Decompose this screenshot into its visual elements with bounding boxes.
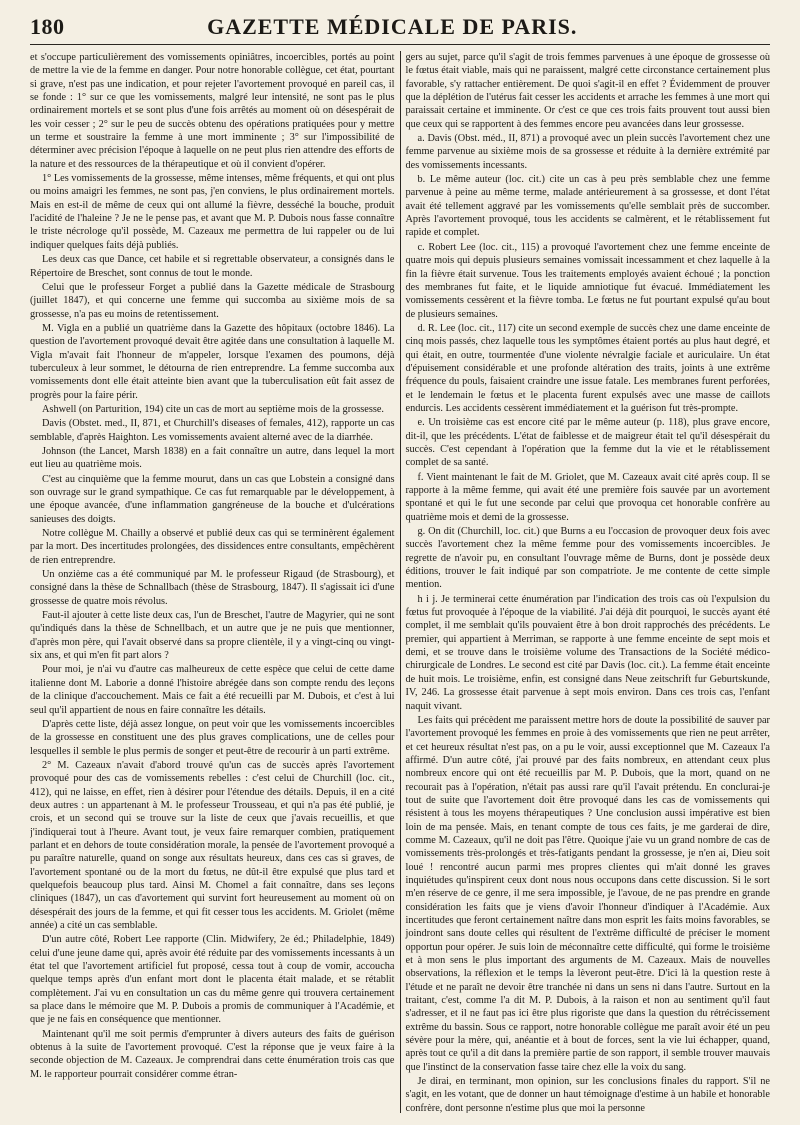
paragraph: e. Un troisième cas est encore cité par le même auteur (p. 118), plus grave encore, dit-il, que les précédents. L'état de faiblesse et de maigreur était tel qu'il désespérait du succès. C'est cependant à l'opération que la femme dut la vie et le rétablissement complet de sa santé. [405, 417, 770, 469]
page-number: 180 [30, 14, 65, 39]
paragraph: C'est au cinquième que la femme mourut, dans un cas que Lobstein a consigné dans son ouvrage sur le grand sympathique. Ce cas fut remarquable par le développement, à une époque avancée, d'une inflammation gangréneuse de la bouche et d'ulcérations sanieuses des doigts. [30, 473, 395, 525]
right-column [401, 51, 771, 1113]
paragraph: D'un autre côté, Robert Lee rapporte (Clin. Midwifery, 2e éd.; Philadelphie, 1849) celui d'une jeune dame qui, après avoir été réduite par des vomissements incessants à un état tel que l'avortement artificiel fut proposé, cessa tout à coup de vomir, accoucha quelque temps après d'un enfant mort dont le placenta était malade, et se rétablit complètement. J'ai vu en consultation un cas du même genre qui trouvera certainement sa place dans le mémoire que M. P. Dubois a promis de communiquer à l'Académie, et que je ne fais en conséquence que mentionner. [30, 934, 395, 1026]
paragraph: M. Vigla en a publié un quatrième dans la Gazette des hôpitaux (octobre 1846). La question de l'avortement provoqué devait être agitée dans une consultation à laquelle M. Vigla m'avait fait l'honneur de m'appeler, lorsque l'examen des poumons, déjà tuberculeux à leur sommet, le détourna de rien entreprendre. La femme succomba aux vomissements dont elle était atteinte bien avant que la tuberculisation eût fait assez de progrès pour la faire périr. [30, 322, 395, 401]
text-columns [30, 51, 770, 1113]
paragraph: c. Robert Lee (loc. cit., 115) a provoqué l'avortement chez une femme enceinte de quatre mois qui depuis plusieurs semaines vomissait incessamment et chez laquelle à la fin la fièvre était survenue. Tous les traitements employés avaient échoué ; la ponction des membranes fut faite, et le liquide amniotique fut évacué. Immédiatement les vomissements cessèrent et la fièvre tomba. Le fœtus ne fut pourtant expulsé qu'au bout de plusieurs semaines. [405, 241, 770, 320]
paragraph: Pour moi, je n'ai vu d'autre cas malheureux de cette espèce que celui de cette dame italienne dont M. Laborie a donné l'histoire abrégée dans son compte rendu des leçons de la clinique d'accouchement. Mais ce fait a été recueilli par M. Dubois, et c'est à lui seul qu'il appartient de nous en faire connaître les détails. [30, 664, 395, 716]
paragraph: Notre collègue M. Chailly a observé et publié deux cas qui se terminèrent également par la mort. Des incertitudes prolongées, des dissidences entre consultants, empêchèrent de rien entreprendre. [30, 528, 395, 566]
paragraph: Un onzième cas a été communiqué par M. le professeur Rigaud (de Strasbourg), et consigné dans la thèse de Schnallbach (thèse de Strasbourg, 1847). Il s'agissait ici d'une grossesse de quatre mois révolus. [30, 569, 395, 607]
left-column [30, 51, 400, 1113]
journal-title: GAZETTE MÉDICALE DE PARIS. [207, 14, 578, 39]
paragraph: D'après cette liste, déjà assez longue, on peut voir que les vomissements incoercibles de la grossesse en constituent une des plus graves complications, une de celles pour lesquelles il semble le plus permis de songer et peut-être de recourir à un parti extrême. [30, 718, 395, 757]
paragraph: gers au sujet, parce qu'il s'agit de trois femmes parvenues à une époque de grossesse où le fœtus était viable, mais qui ne paraissent, malgré cette circonstance certainement plus favorable, s'y rattacher entièrement. De quoi s'agit-il en effet ? Évidemment de prouver que la déplétion de l'utérus fait cesser les accidents et arrache les femmes à une mort qui paraissait certaine et imminente. Or c'est ce que ces trois faits prouvent tout aussi bien que ceux qui se rapportent à des femmes encore peu avancées dans leur grossesse. [405, 52, 770, 130]
paragraph: g. On dit (Churchill, loc. cit.) que Burns a eu l'occasion de provoquer deux fois avec succès l'avortement chez la même femme pour des vomissements incoercibles. Je regrette de n'avoir pu, en consultant l'ouvrage même de Burns, dont je possède deux éditions, trouver le fait indiqué par son compatriote. Je me contente de cette simple mention. [405, 526, 770, 591]
paragraph: Les deux cas que Dance, cet habile et si regrettable observateur, a consignés dans le Répertoire de Breschet, sont connus de tout le monde. [30, 254, 395, 279]
paragraph: Je dirai, en terminant, mon opinion, sur les conclusions finales du rapport. S'il ne s'agit, en les votant, que de donner un haut témoignage d'estime à un habile et honorable confrère, dont personne n'estime plus que moi la personne [405, 1076, 770, 1113]
paragraph: Faut-il ajouter à cette liste deux cas, l'un de Breschet, l'autre de Magyrier, qui ne sont qu'indiqués dans la thèse de Schnellbach, et un autre que je ne puis que mentionner, d'après mon père, qui l'avait observé dans sa propre clientèle, il y a vingt-cinq ou vingt-six ans, et qui m'en fit part alors ? [30, 610, 395, 662]
paragraph: d. R. Lee (loc. cit., 117) cite un second exemple de succès chez une dame enceinte de cinq mois passés, chez laquelle tous les symptômes étaient portés au plus haut degré, et qui était, en outre, tourmentée d'une violente névralgie faciale et auriculaire. Un état d'épuisement considérable et une profonde altération des traits, joints à une extrême fréquence du pouls, faisaient craindre une issue fatale. Les membranes furent perforées, et le lendemain le fœtus et le placenta furent expulsés avec une masse de caillots endurcis. Les accidents cessèrent immédiatement et la guérison fut très-prompte. [405, 322, 770, 414]
paragraph: Maintenant qu'il me soit permis d'emprunter à divers auteurs des faits de guérison obtenus à la suite de l'avortement provoqué. C'est la réponse que je veux faire à la seconde objection de M. Cazeaux. Je comprendrai dans cette énumération trois cas que M. le rapporteur pourrait considérer comme étran- [30, 1028, 395, 1080]
paragraph: h i j. Je terminerai cette énumération par l'indication des trois cas où l'expulsion du fœtus fut provoquée à l'époque de la viabilité. J'ai déjà dit pourquoi, le succès ayant été complet, il me semblait qu'ils pouvaient être à bon droit rapprochés des précédents. Le premier, qui appartient à Merriman, se rapporte à une femme enceinte de sept mois et demi, et se trouve dans le troisième volume des Transactions de la Société médico-chirurgicale de Londres. Le second est cité par Davis (loc. cit.). La femme était enceinte de huit mois. Le troisième, enfin, est consigné dans Neue zeitschrift fur Geburtskunde, IV, 246. La grossesse était parvenue à sept mois environ. Dans ces trois cas, l'enfant naquit vivant. [405, 593, 770, 712]
paragraph: Johnson (the Lancet, Marsh 1838) en a fait connaître un autre, dans lequel la mort eut lieu au quatrième mois. [30, 445, 395, 471]
paragraph: b. Le même auteur (loc. cit.) cite un cas à peu près semblable chez une femme parvenue à peine au même terme, malade antérieurement à sa grossesse, et dont l'état avait été tellement aggravé par les vomissements qu'elle semblait près de succomber. Après l'avortement provoqué, tous les accidents se calmèrent, et le rétablissement fut rapide et complet. [405, 174, 770, 239]
page-header [30, 14, 770, 45]
paragraph: et s'occupe particulièrement des vomissements opiniâtres, incoercibles, portés au point de mettre la vie de la femme en danger. Pour notre honorable collègue, cet état, pourtant si grave, n'est pas une indication, et pour rejeter l'avortement provoqué en pareil cas, il se fonde : 1° sur ce que les vomissements, malgré leur intensité, ne sont pas le plus ordinairement mortels et se sont plus d'une fois arrêtés au moment où on désespérait de les voir cesser ; 2° sur le peu de succès obtenu des opérations pratiquées pour y mettre un terme et soustraire la femme à une mort imminente ; 3° sur l'impossibilité de déterminer avec précision l'époque à laquelle on ne peut plus rien attendre des efforts de la nature et des ressources de la thérapeutique et où il convient d'opérer. [30, 52, 395, 170]
paragraph: Celui que le professeur Forget a publié dans la Gazette médicale de Strasbourg (juillet 1847), et qui concerne une femme qui succomba au sixième mois de sa grossesse, n'a pas eu moins de retentissement. [30, 281, 395, 320]
paragraph: 1° Les vomissements de la grossesse, même intenses, même fréquents, et qui ont plus ou moins amaigri les femmes, ne sont pas, j'en conviens, le plus ordinairement mortels. Mais en est-il de même de ceux qui ont allumé la fièvre, desséché la bouche, produit l'acidité de l'haleine ? Je ne le pense pas, et avant que M. P. Dubois nous fasse connaître le triste nécrologe qu'il possède, M. Cazeaux me permettra de lui rappeler ou de lui indiquer quelques faits déjà publiés. [30, 173, 395, 251]
paragraph: f. Vient maintenant le fait de M. Griolet, que M. Cazeaux avait cité après coup. Il se rapporte à la même femme, qui avait été une première fois sauvée par un avortement spontané et qui le fut une seconde par celui que provoqua cet honorable confrère au quatrième mois et demi de la grossesse. [405, 471, 770, 523]
paragraph: Ashwell (on Parturition, 194) cite un cas de mort au septième mois de la grossesse. [42, 403, 385, 415]
paragraph: Davis (Obstet. med., II, 871, et Churchill's diseases of females, 412), rapporte un cas semblable, d'après Haighton. Les vomissements avaient alterné avec de la diarrhée. [30, 418, 395, 443]
paragraph: Les faits qui précèdent me paraissent mettre hors de doute la possibilité de sauver par l'avortement provoqué les femmes en proie à des vomissements que rien ne peut arrêter, et cet heureux résultat n'est pas, on a pu le voir, aussi exceptionnel que M. Cazeaux l'a affirmé. D'un autre côté, j'ai prouvé par des faits nombreux, en attendant ceux plus nombreux encore qui ont été recueillis par M. P. Dubois, que la mort, quand on ne recourait pas à l'opération, n'était pas aussi rare qu'il l'avait prétendu. En conclurai-je tout de suite que l'avortement doit être provoqué dans les cas de vomissements qui résistent à tous les moyens thérapeutiques ? Une conclusion aussi impérative est bien loin de ma pensée. Mais, en tenant compte de tous ces faits, je me garderai de dire, comme M. Cazeaux, qu'il ne doit pas l'être. Quoique j'aie vu un grand nombre de cas de vomissements très-prolongés et très-fatigants pendant la grossesse, je n'en ai, Dieu soit loué ! rencontré aucun parmi mes propres clientes qui m'ait donné les graves inquiétudes qu'inspirent ceux dont nous nous occupons dans cette discussion. Si le sort m'en réserve de ce genre, il me sera impossible, je l'avoue, de ne pas prendre en grande considération les faits que je viens d'avoir l'honneur d'indiquer à l'Académie. Aux incertitudes que feront certainement naître dans mon esprit les faits moins favorables, se joindront sans doute celles qui résultent de l'extrême difficulté de préciser le moment opportun pour opérer. Je suis loin de méconnaître cette difficulté, qui forme le troisième et à mon sens le plus important des arguments de M. Cazeaux. Mais de nouvelles observations, la réflexion et le temps la lèveront peut-être. D'ici là la question reste à l'étude et ne paraît ne devoir être tranchée ni dans un sens ni dans l'autre. Surtout en la traitant, c'est, comme l'a dit M. P. Dubois, à la raison et non au sentiment qu'il faut s'adresser, et il ne faut pas ici être plus rigoriste que dans la question du rétrécissement extrême du bassin. Sous ce rapport, notre honorable collègue me paraît avoir été un peu sévère pour la mère, qui, anéantie et à bout de forces, sent la vie lui échapper, quand, après tout ce qu'il a dit dans la première partie de son rapport, il semble trouver mauvais que l'instinct de la conservation fasse taire chez elle la voix du sang. [405, 714, 770, 1073]
paragraph: 2° M. Cazeaux n'avait d'abord trouvé qu'un cas de succès après l'avortement provoqué pour des cas de vomissements rebelles : c'est celui de Churchill (loc. cit., 412), qui ne laisse, en effet, rien à désirer pour l'étendue des détails. Depuis, il en a cité deux autres : un appartenant à M. le professeur Trousseau, et qui n'a pas été publié, je crois, et un second qui se trouve sur la liste de ceux que j'avais recueillis, et que j'indiquerai tout à l'heure. Avant tout, je veux faire remarquer combien, pratiquement parlant et en dehors de toute considération morale, la pensée de l'avortement provoqué a pu paraître naturelle, quand on songe aux résultats heureux, dans ces cas si graves, de l'avortement spontané ou de la mort du fœtus, ne dût-il être expulsé que plus tard et quelquefois beaucoup plus tard. Ainsi M. Chomel a fait connaître, dans ses leçons cliniques (1847), un cas d'avortement qui survint fort heureusement au moment où on désespérait des jours de la femme, et qui fit cesser tous les accidents. M. Griolet (même année) a cité un cas semblable. [30, 759, 395, 931]
paragraph: a. Davis (Obst. méd., II, 871) a provoqué avec un plein succès l'avortement chez une femme parvenue au sixième mois de sa grossesse et réduite à la dernière extrémité par des vomissements incessants. [405, 133, 770, 171]
